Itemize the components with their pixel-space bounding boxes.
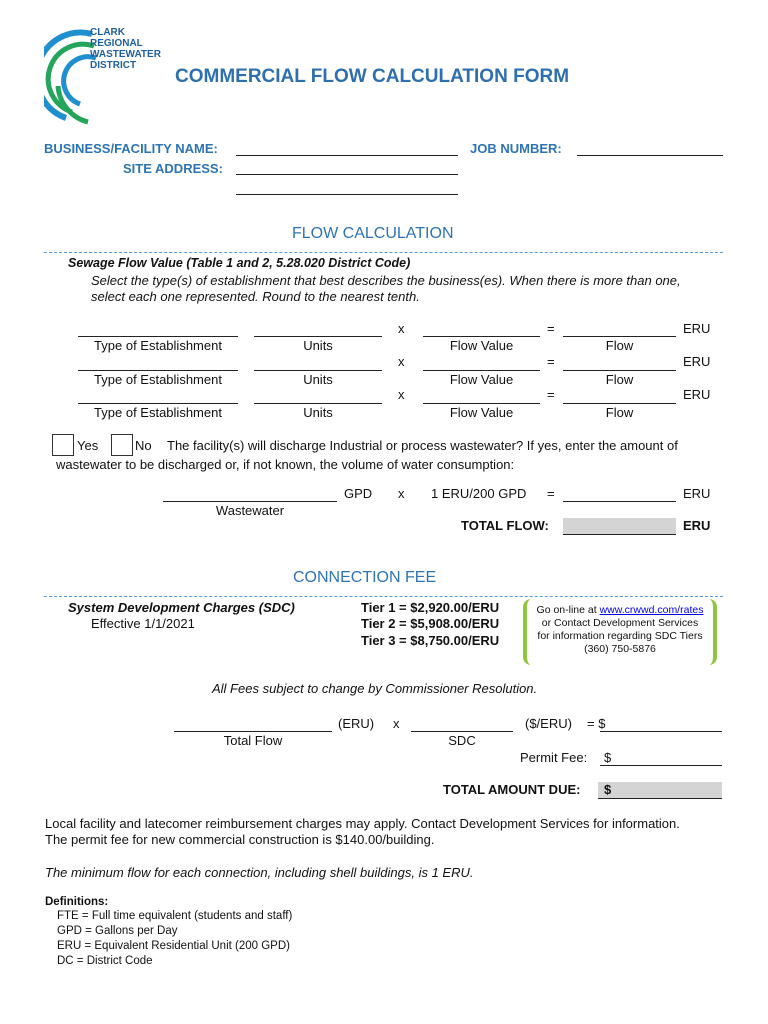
sewage-flow-title: Sewage Flow Value (Table 1 and 2, 5.28.020 District Code) (68, 256, 411, 270)
times-sign: x (393, 716, 400, 731)
section-divider (44, 252, 723, 253)
total-flow-input[interactable] (174, 731, 332, 732)
flow-field[interactable] (563, 370, 676, 371)
times-sign: x (398, 321, 405, 336)
sdc-caption: SDC (448, 733, 476, 748)
flow-label: Flow (605, 338, 634, 353)
total-flow-unit: ERU (683, 518, 711, 533)
district-logo (44, 26, 174, 126)
definitions-title: Definitions: (45, 896, 109, 908)
fees-note: All Fees subject to change by Commissioner Resolution. (212, 681, 538, 696)
flow-value-label: Flow Value (449, 338, 514, 353)
wastewater-field[interactable] (163, 501, 337, 502)
equals-sign: = (547, 387, 555, 402)
times-sign: x (398, 387, 405, 402)
info-phone: (360) 750-5876 (584, 643, 656, 655)
total-flow-field[interactable] (563, 518, 676, 535)
site-address-label: SITE ADDRESS: (123, 161, 223, 176)
units-field[interactable] (254, 370, 382, 371)
info-line3: for information regarding SDC Tiers (537, 630, 703, 642)
flow-value-label: Flow Value (449, 372, 514, 387)
instructions-line2: select each one represented. Round to the nearest tenth. (91, 289, 420, 304)
job-number-field[interactable] (577, 155, 723, 156)
type-field[interactable] (78, 403, 238, 404)
rates-link[interactable]: www.crwwd.com/rates (599, 604, 704, 616)
units-label: Units (303, 372, 333, 387)
type-label: Type of Establishment (94, 405, 222, 420)
total-due-field[interactable] (598, 782, 722, 799)
logo-text-line4: DISTRICT (90, 60, 137, 71)
per-eru-label: ($/ERU) (525, 716, 572, 731)
tier-2: Tier 2 = $5,908.00/ERU (361, 616, 500, 631)
gpd-unit: GPD (344, 486, 373, 501)
local-charges-note: Local facility and latecomer reimbursement charges may apply. Contact Development Services for information. (45, 816, 680, 831)
connection-fee-heading: CONNECTION FEE (293, 569, 437, 586)
definition-item: FTE = Full time equivalent (students and staff) (57, 910, 293, 922)
logo-text-line3: WASTEWATER (90, 49, 161, 60)
no-label: No (135, 438, 152, 453)
permit-fee-label: Permit Fee: (520, 750, 588, 765)
flow-value-field[interactable] (423, 370, 540, 371)
logo-text-line1: CLARK (90, 27, 125, 38)
definition-item: GPD = Gallons per Day (57, 925, 178, 937)
no-checkbox[interactable] (111, 434, 133, 456)
total-due-label: TOTAL AMOUNT DUE: (443, 782, 581, 797)
sdc-title: System Development Charges (SDC) (68, 600, 295, 615)
eru-unit: ERU (683, 486, 711, 501)
total-due-dollar: $ (604, 782, 612, 797)
equals-sign: = (547, 354, 555, 369)
page-title: COMMERCIAL FLOW CALCULATION FORM (175, 66, 570, 87)
equals-sign: = (547, 321, 555, 336)
flow-field[interactable] (563, 336, 676, 337)
yes-label: Yes (77, 438, 99, 453)
flow-value-label: Flow Value (449, 405, 514, 420)
eru-factor: 1 ERU/200 GPD (431, 486, 527, 501)
total-flow-caption: Total Flow (223, 733, 283, 748)
eru-label: (ERU) (338, 716, 375, 731)
type-field[interactable] (78, 336, 238, 337)
instructions-line1: Select the type(s) of establishment that best describes the business(es). When there is more than one, (91, 273, 681, 288)
permit-fee-dollar: $ (604, 750, 612, 765)
job-number-label: JOB NUMBER: (470, 141, 562, 156)
business-name-field[interactable] (236, 155, 458, 156)
equals-sign: = (547, 486, 555, 501)
yes-checkbox[interactable] (52, 434, 74, 456)
wastewater-eru-field[interactable] (563, 501, 676, 502)
industrial-question: The facility(s) will discharge Industrial or process wastewater? If yes, enter the amount of (167, 438, 678, 453)
flow-label: Flow (605, 405, 634, 420)
wastewater-label: Wastewater (215, 503, 285, 518)
units-label: Units (303, 338, 333, 353)
business-name-label: BUSINESS/FACILITY NAME: (44, 141, 218, 156)
times-sign: x (398, 486, 405, 501)
sdc-input[interactable] (411, 731, 513, 732)
eru-unit: ERU (683, 321, 711, 336)
definition-item: DC = District Code (57, 955, 153, 967)
equals-dollar: = $ (587, 716, 606, 731)
minimum-flow-note: The minimum flow for each connection, including shell buildings, is 1 ERU. (45, 865, 474, 880)
permit-fee-note: The permit fee for new commercial construction is $140.00/building. (45, 832, 435, 847)
flow-field[interactable] (563, 403, 676, 404)
type-label: Type of Establishment (94, 338, 222, 353)
units-field[interactable] (254, 336, 382, 337)
section-divider (44, 596, 723, 597)
type-label: Type of Establishment (94, 372, 222, 387)
site-address-field-2[interactable] (236, 194, 458, 195)
tier-3: Tier 3 = $8,750.00/ERU (361, 633, 500, 648)
units-field[interactable] (254, 403, 382, 404)
total-flow-label: TOTAL FLOW: (461, 518, 549, 533)
logo-text-line2: REGIONAL (90, 38, 143, 49)
sdc-effective-date: Effective 1/1/2021 (91, 616, 195, 631)
permit-fee-field[interactable] (600, 765, 722, 766)
site-address-field[interactable] (236, 174, 458, 175)
flow-value-field[interactable] (423, 336, 540, 337)
tier-1: Tier 1 = $2,920.00/ERU (361, 600, 500, 615)
units-label: Units (303, 405, 333, 420)
definition-item: ERU = Equivalent Residential Unit (200 GPD) (57, 940, 290, 952)
eru-unit: ERU (683, 387, 711, 402)
flow-calculation-heading: FLOW CALCULATION (292, 225, 454, 242)
sdc-amount-field[interactable] (600, 731, 722, 732)
flow-label: Flow (605, 372, 634, 387)
flow-value-field[interactable] (423, 403, 540, 404)
info-prefix: Go on-line at (536, 604, 600, 616)
info-line2: or Contact Development Services (541, 617, 699, 629)
eru-unit: ERU (683, 354, 711, 369)
sdc-info-callout (523, 599, 717, 665)
type-field[interactable] (78, 370, 238, 371)
industrial-question-line2: wastewater to be discharged or, if not known, the volume of water consumption: (56, 457, 515, 472)
times-sign: x (398, 354, 405, 369)
